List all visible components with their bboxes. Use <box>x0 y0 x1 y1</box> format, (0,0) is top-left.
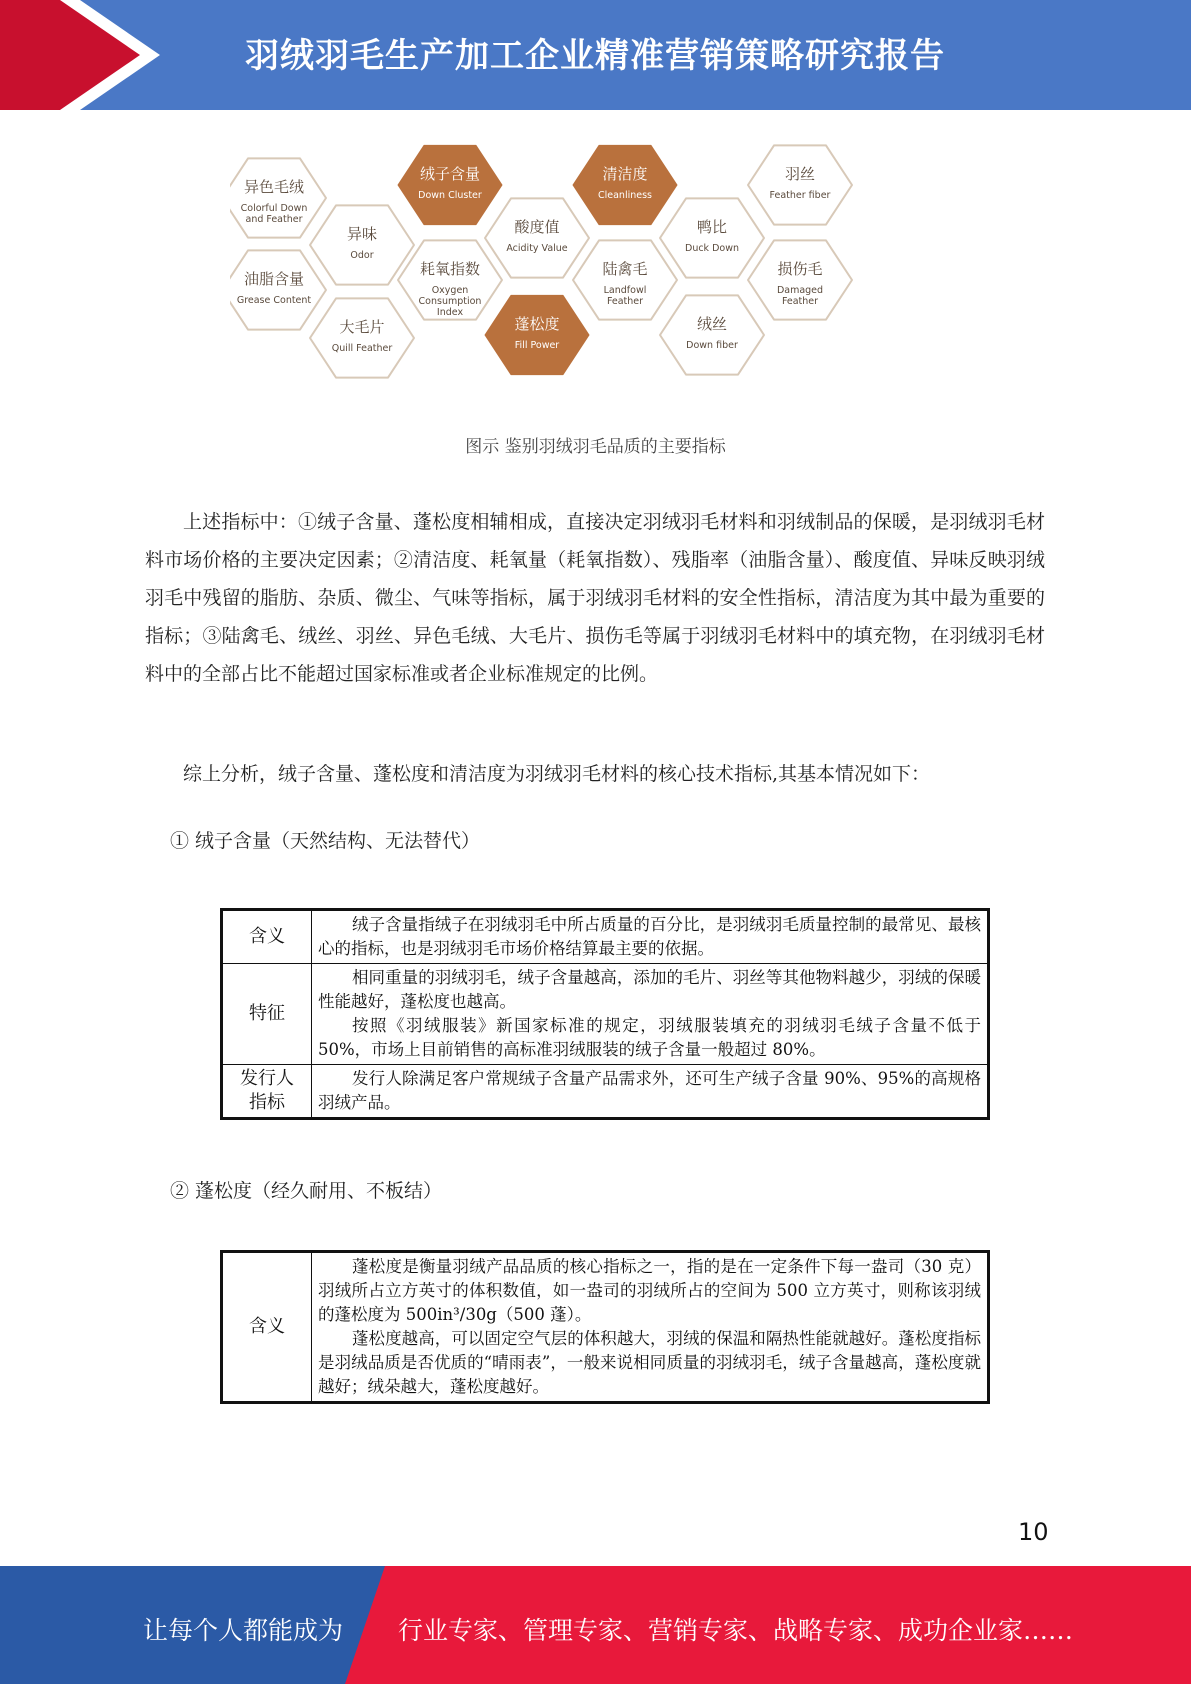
cell-text: 发行人除满足客户常规绒子含量产品需求外，还可生产绒子含量 90%、95%的高规格羽绒产品。 <box>318 1069 981 1112</box>
hex-label-cn: 鸭比 <box>696 218 728 236</box>
row-value <box>312 910 989 964</box>
hex-label-cn: 陆禽毛 <box>602 260 648 278</box>
footer-slogan-left: 让每个人都能成为 <box>143 1616 344 1645</box>
table-row <box>222 964 989 1065</box>
hex-label-cn: 羽丝 <box>784 165 816 183</box>
hex-shape <box>398 145 502 224</box>
row-value <box>312 1252 989 1403</box>
row-value <box>312 964 989 1065</box>
hex-acidity-value <box>485 198 589 277</box>
hex-label-cn: 大毛片 <box>339 318 385 336</box>
hex-shape <box>748 240 852 319</box>
hex-down-cluster <box>398 145 502 224</box>
hex-label-cn: 清洁度 <box>602 165 648 183</box>
hex-label-en: Feather fiber <box>769 190 831 201</box>
hex-shape <box>485 198 589 277</box>
hex-shape <box>310 205 414 284</box>
fill-power-table <box>220 1250 990 1404</box>
hex-label-cn: 异味 <box>346 225 378 243</box>
hex-shape <box>230 250 326 329</box>
hex-label-en: Consumption <box>418 296 482 307</box>
hex-shape <box>230 158 326 237</box>
hex-label-cn: 绒子含量 <box>419 165 481 183</box>
hex-damaged <box>748 240 852 319</box>
hex-duck-down <box>660 198 764 277</box>
hex-shape <box>660 198 764 277</box>
hex-label-cn: 绒丝 <box>696 315 728 333</box>
hex-cleanliness <box>573 145 677 224</box>
hex-label-en: Cleanliness <box>597 190 653 201</box>
hex-landfowl <box>573 240 677 319</box>
hex-shape <box>310 298 414 377</box>
cell-text: 蓬松度越高，可以固定空气层的体积越大，羽绒的保温和隔热性能就越好。蓬松度指标是羽绒品质是否优质的“晴雨表”，一般来说相同质量的羽绒羽毛，绒子含量越高，蓬松度就越好；绒朵越大，蓬松度越好。 <box>318 1329 981 1396</box>
hex-label-en: Quill Feather <box>331 343 393 354</box>
hex-label-cn: 异色毛绒 <box>243 178 305 196</box>
row-key: 特征 <box>222 964 312 1065</box>
hex-label-en: Down Cluster <box>418 190 482 201</box>
hex-label-en: Feather <box>781 296 819 307</box>
row-key-line: 发行人 <box>240 1068 294 1089</box>
hex-label-en: Oxygen <box>431 285 469 296</box>
down-cluster-table <box>220 908 990 1120</box>
hex-label-en: Index <box>436 307 464 318</box>
page-number: 10 <box>1018 1518 1049 1546</box>
hex-shape <box>485 295 589 374</box>
hex-label-en: Grease Content <box>236 295 312 306</box>
table-row <box>222 1065 989 1119</box>
row-key-line: 指标 <box>249 1092 285 1113</box>
row-value <box>312 1065 989 1119</box>
hex-label-en: Fill Power <box>514 340 560 351</box>
hexagon-diagram <box>230 140 920 420</box>
hex-shape <box>573 145 677 224</box>
section-heading-fill-power: ② 蓬松度（经久耐用、不板结） <box>170 1180 443 1202</box>
paragraph-indicators: 上述指标中：①绒子含量、蓬松度相辅相成，直接决定羽绒羽毛材料和羽绒制品的保暖，是羽绒羽毛材料市场价格的主要决定因素；②清洁度、耗氧量（耗氧指数）、残脂率（油脂含量）、酸度值、异味反映羽绒羽毛中残留的脂肪、杂质、微尘、气味等指标，属于羽绒羽毛材料的安全性指标，清洁度为其中最为重要的指标；③陆禽毛、绒丝、羽丝、异色毛绒、大毛片、损伤毛等属于羽绒羽毛材料中的填充物，在羽绒羽毛材料中的全部占比不能超过国家标准或者企业标准规定的比例。 <box>145 511 1045 685</box>
hex-down-fiber <box>660 295 764 374</box>
hex-label-en: Damaged <box>776 285 824 296</box>
hex-label-en: Duck Down <box>685 243 739 254</box>
hex-label-en: Odor <box>350 250 374 261</box>
hex-oxygen <box>398 240 502 319</box>
hex-label-cn: 油脂含量 <box>243 270 305 288</box>
hex-grease-content <box>230 250 326 329</box>
row-key: 含义 <box>222 910 312 964</box>
hex-label-en: Feather <box>606 296 644 307</box>
report-title: 羽绒羽毛生产加工企业精准营销策略研究报告 <box>245 36 945 76</box>
hex-label-cn: 耗氧指数 <box>419 260 481 278</box>
hex-label-cn: 酸度值 <box>514 218 560 236</box>
hex-odor <box>310 205 414 284</box>
cell-text: 按照《羽绒服装》新国家标准的规定，羽绒服装填充的羽绒羽毛绒子含量不低于 50%，市场上目前销售的高标准羽绒服装的绒子含量一般超过 80%。 <box>318 1016 981 1059</box>
quality-indicators-figure <box>230 140 920 420</box>
hex-label-en: Acidity Value <box>506 243 568 254</box>
row-key <box>222 1065 312 1119</box>
table-row <box>222 910 989 964</box>
hex-label-en: and Feather <box>245 214 303 225</box>
section-heading-down-cluster: ① 绒子含量（天然结构、无法替代） <box>170 830 481 852</box>
cell-text: 绒子含量指绒子在羽绒羽毛中所占质量的百分比，是羽绒羽毛质量控制的最常见、最核心的指标，也是羽绒羽毛市场价格结算最主要的依据。 <box>318 915 981 958</box>
header-red-chevron <box>0 0 150 110</box>
cell-text: 蓬松度是衡量羽绒产品品质的核心指标之一，指的是在一定条件下每一盎司（30 克）羽绒所占立方英寸的体积数值，如一盎司的羽绒所占的空间为 500 立方英寸，则称该羽绒的蓬松度为 500in³/30g（500 蓬）。 <box>318 1257 981 1324</box>
hex-label-cn: 蓬松度 <box>514 315 560 333</box>
hex-label-en: Landfowl <box>603 285 647 296</box>
hex-shape <box>573 240 677 319</box>
hex-quill-feather <box>310 298 414 377</box>
hex-shape <box>660 295 764 374</box>
page-header <box>0 0 1191 110</box>
row-key: 含义 <box>222 1252 312 1403</box>
hex-label-en: Colorful Down <box>240 203 308 214</box>
table-row <box>222 1252 989 1403</box>
paragraph-summary: 综上分析，绒子含量、蓬松度和清洁度为羽绒羽毛材料的核心技术指标,其基本情况如下： <box>183 763 931 785</box>
hex-label-cn: 损伤毛 <box>777 260 823 278</box>
hex-fill-power <box>485 295 589 374</box>
hex-shape <box>748 145 852 224</box>
hex-label-en: Down fiber <box>686 340 738 351</box>
hex-feather-fiber <box>748 145 852 224</box>
page-footer <box>0 1566 1191 1684</box>
figure-caption: 图示 鉴别羽绒羽毛品质的主要指标 <box>465 437 726 457</box>
cell-text: 相同重量的羽绒羽毛，绒子含量越高，添加的毛片、羽丝等其他物料越少，羽绒的保暖性能越好，蓬松度也越高。 <box>318 968 981 1011</box>
footer-slogan-right: 行业专家、管理专家、营销专家、战略专家、成功企业家…… <box>398 1616 1074 1645</box>
hex-colorful-down <box>230 158 326 237</box>
